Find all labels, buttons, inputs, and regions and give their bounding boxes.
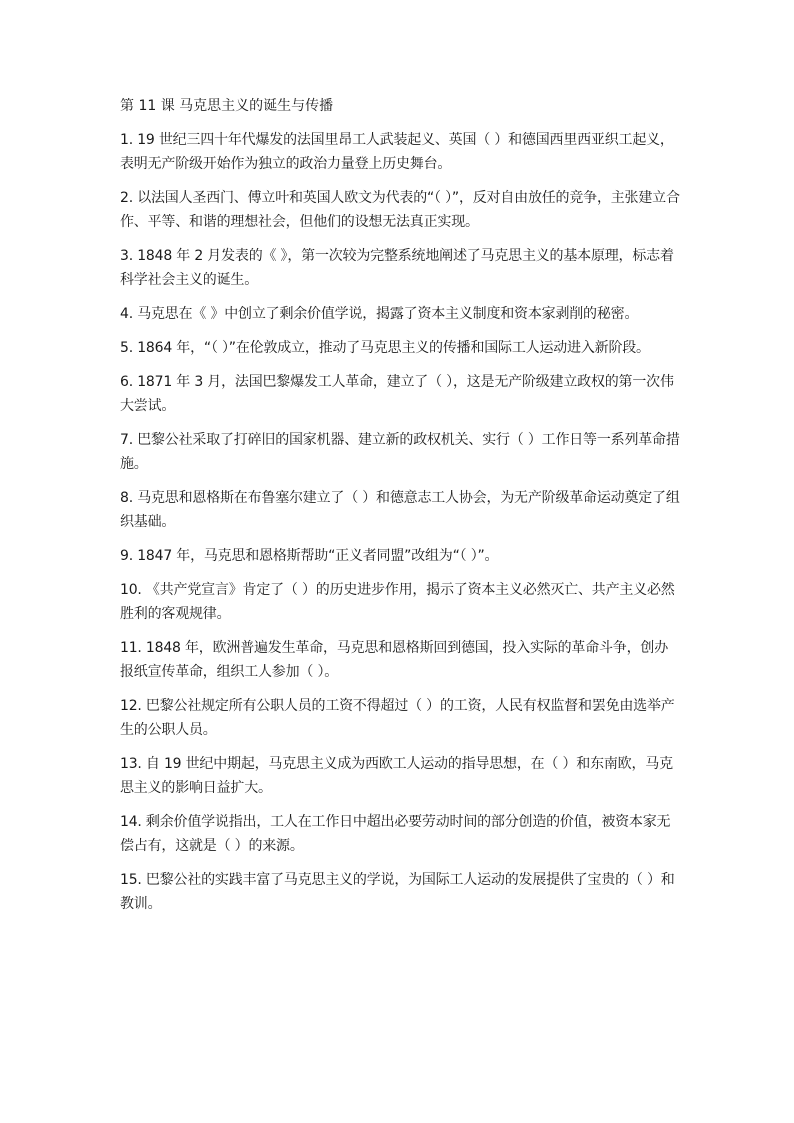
question-item-7: 7. 巴黎公社采取了打碎旧的国家机器、建立新的政权机关、实行（ ）工作日等一系列革命措施。	[120, 432, 680, 472]
question-list	[120, 128, 680, 916]
question-item-5: 5. 1864 年，“（ ）”在伦敦成立，推动了马克思主义的传播和国际工人运动进入新阶段。	[120, 340, 650, 356]
question-item-4: 4. 马克思在《 》中创立了剩余价值学说，揭露了资本主义制度和资本家剥削的秘密。	[120, 306, 639, 322]
page-title: 第 11 课 马克思主义的诞生与传播	[120, 98, 334, 114]
question-item-14: 14. 剩余价值学说指出，工人在工作日中超出必要劳动时间的部分创造的价值，被资本家无偿占有，这就是（ ）的来源。	[120, 814, 671, 854]
question-item-2: 2. 以法国人圣西门、傅立叶和英国人欧文为代表的“（ ）”，反对自由放任的竞争，主张建立合作、平等、和谐的理想社会，但他们的设想无法真正实现。	[120, 190, 680, 230]
document-page	[120, 94, 680, 926]
question-item-6: 6. 1871 年 3 月，法国巴黎爆发工人革命，建立了（ ），这是无产阶级建立政权的第一次伟大尝试。	[120, 374, 674, 414]
question-item-11: 11. 1848 年，欧洲普遍发生革命，马克思和恩格斯回到德国，投入实际的革命斗争，创办报纸宣传革命，组织工人参加（ ）。	[120, 640, 668, 680]
question-item-3: 3. 1848 年 2 月发表的《 》，第一次较为完整系统地阐述了马克思主义的基本原理，标志着科学社会主义的诞生。	[120, 248, 674, 288]
question-item-9: 9. 1847 年，马克思和恩格斯帮助“正义者同盟”改组为“（ ）”。	[120, 548, 499, 564]
question-item-1: 1. 19 世纪三四十年代爆发的法国里昂工人武装起义、英国（ ）和德国西里西亚织工起义，表明无产阶级开始作为独立的政治力量登上历史舞台。	[120, 132, 674, 172]
question-item-10: 10. 《共产党宣言》肯定了（ ）的历史进步作用，揭示了资本主义必然灭亡、共产主义必然胜利的客观规律。	[120, 582, 675, 622]
question-item-8: 8. 马克思和恩格斯在布鲁塞尔建立了（ ）和德意志工人协会，为无产阶级革命运动奠定了组织基础。	[120, 490, 680, 530]
question-item-15: 15. 巴黎公社的实践丰富了马克思主义的学说，为国际工人运动的发展提供了宝贵的（ ）和教训。	[120, 872, 675, 912]
question-item-13: 13. 自 19 世纪中期起，马克思主义成为西欧工人运动的指导思想，在（ ）和东南欧，马克思主义的影响日益扩大。	[120, 756, 673, 796]
question-item-12: 12. 巴黎公社规定所有公职人员的工资不得超过（ ）的工资，人民有权监督和罢免由选举产生的公职人员。	[120, 698, 675, 738]
